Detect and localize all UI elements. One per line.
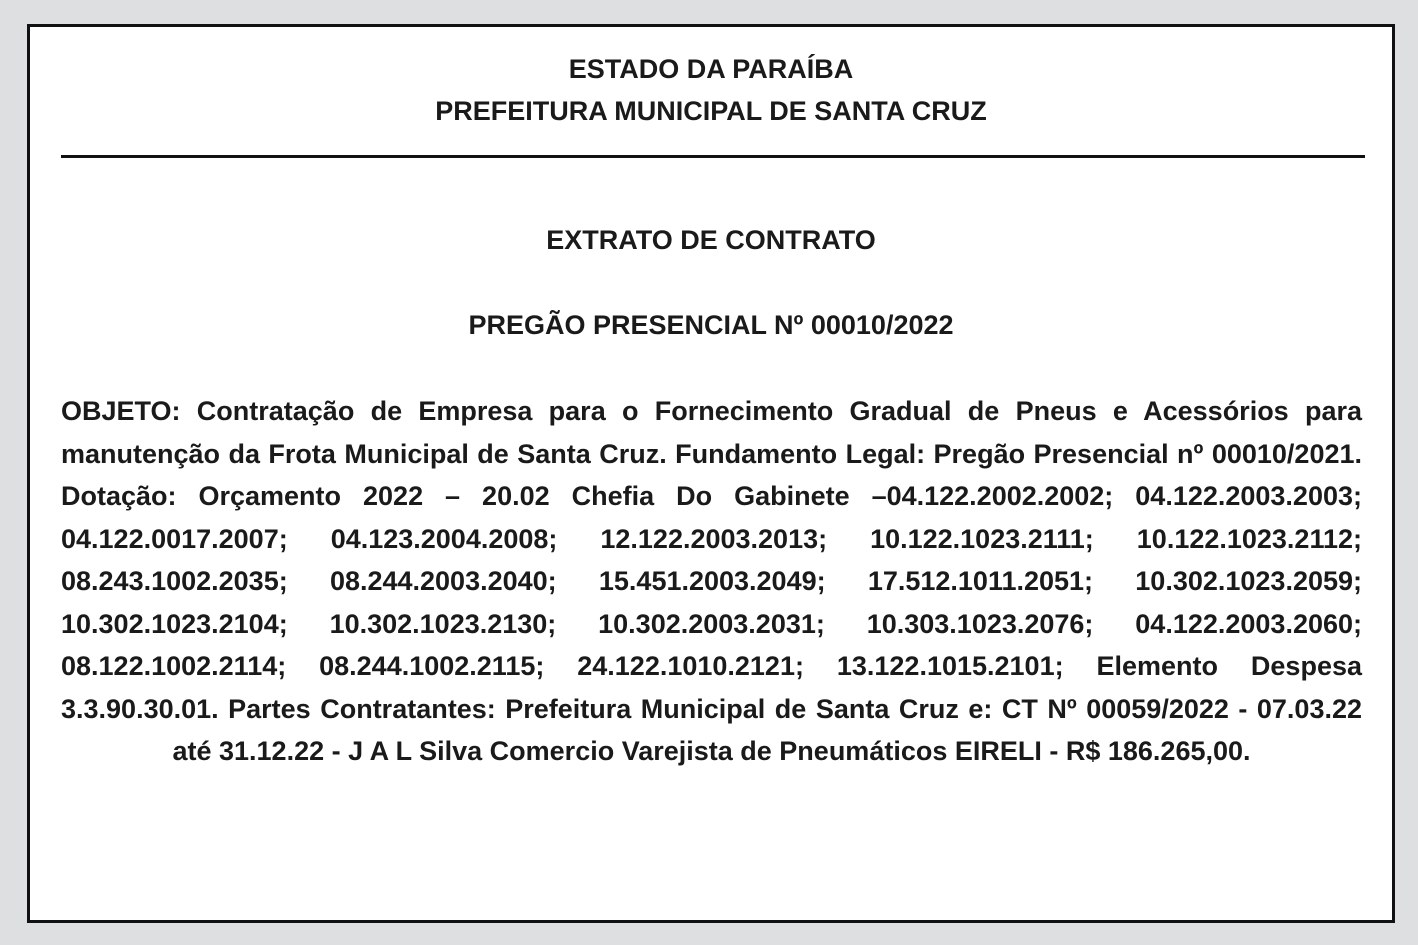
document-title: EXTRATO DE CONTRATO	[546, 225, 876, 255]
municipality-heading: PREFEITURA MUNICIPAL DE SANTA CRUZ	[435, 96, 987, 126]
contract-body-text: OBJETO: Contratação de Empresa para o Fornecimento Gradual de Pneus e Acessórios para manutenção da Frota Municipal de Santa Cruz. Fundamento Legal: Pregão Presencial nº 00010/2021. Dotação: Orçamento 2022 – 20.02 Chefia Do Gabinete –04.122.2002.2002; 04.122.2003.2003; 04.122.0017.2007; 04.123.2004.2008; 12.122.2003.2013; 10.122.1023.2111; 10.122.1023.2112; 08.243.1002.2035; 08.244.2003.2040; 15.451.2003.2049; 17.512.1011.2051; 10.302.1023.2059; 10.302.1023.2104; 10.302.1023.2130; 10.302.2003.2031; 10.303.1023.2076; 04.122.2003.2060; 08.122.1002.2114; 08.244.1002.2115; 24.122.1010.2121; 13.122.1015.2101; Elemento Despesa 3.3.90.30.01. Partes Contratantes: Prefeitura Municipal de Santa Cruz e: CT Nº 00059/2022 - 07.03.22 até 31.12.22 - J A L Silva Comercio Varejista de Pneumáticos EIRELI - R$ 186.265,00.	[61, 396, 1362, 766]
state-heading: ESTADO DA PARAÍBA	[568, 54, 854, 84]
header-divider	[61, 155, 1365, 158]
document-subtitle: PREGÃO PRESENCIAL Nº 00010/2022	[468, 310, 954, 340]
document-page	[27, 24, 1395, 923]
